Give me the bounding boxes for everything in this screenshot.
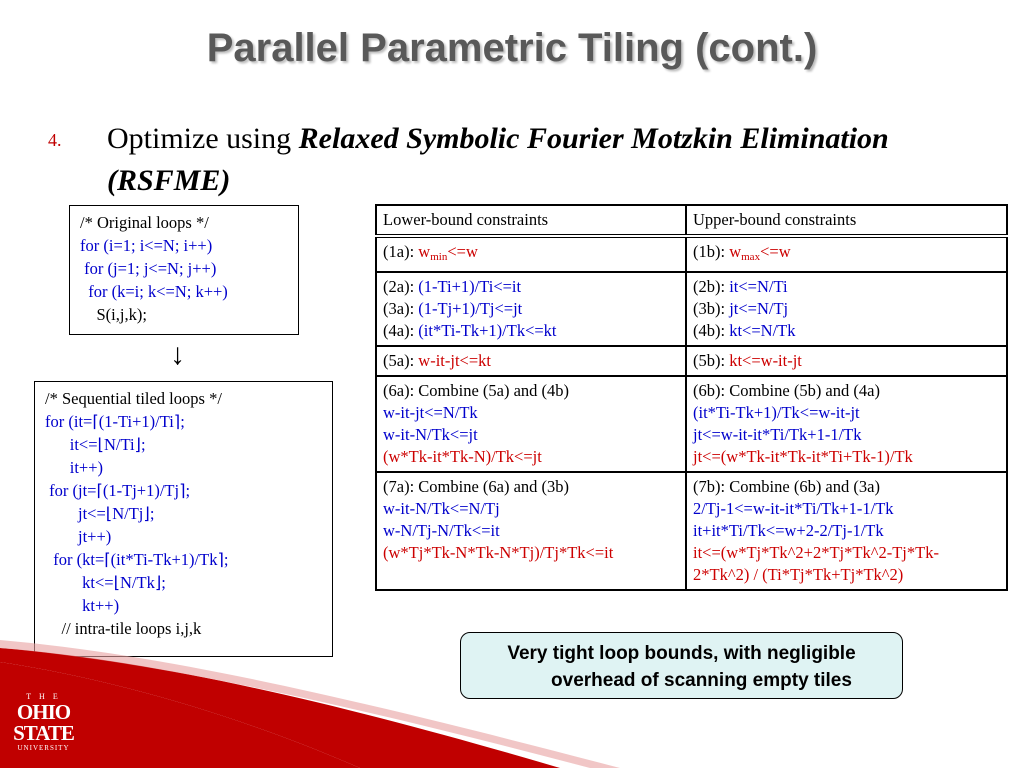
constraint-expr: (it*Ti-Tk+1)/Tk<=w-it-jt (693, 403, 860, 422)
original-loops-code-box (69, 205, 299, 335)
code-line: kt<=⌊N/Tk⌋; (45, 573, 166, 592)
constraint-expr: w-it-jt<=kt (418, 351, 491, 370)
code-line: kt++) (45, 596, 120, 615)
constraint-line (693, 298, 1000, 320)
constraint-cell-right (686, 376, 1007, 472)
constraint-expr: jt<=(w*Tk-it*Tk-it*Ti+Tk-1)/Tk (693, 447, 913, 466)
callout-line-1: Very tight loop bounds, with negligible (507, 643, 856, 664)
table-row (376, 272, 1007, 346)
code-line: /* Sequential tiled loops */ (45, 389, 222, 408)
constraint-line (693, 424, 1000, 446)
constraint-expr: w-it-N/Tk<=N/Tj (383, 499, 500, 518)
constraint-label: (4b): (693, 321, 730, 340)
constraint-line (693, 320, 1000, 342)
constraint-expr: kt<=w-it-jt (729, 351, 802, 370)
code-line: for (jt=⌈(1-Tj+1)/Tj⌉; (45, 481, 191, 500)
constraint-label: (2b): (693, 277, 730, 296)
constraint-label: (4a): (383, 321, 419, 340)
constraint-expr: (w*Tk-it*Tk-N)/Tk<=jt (383, 447, 542, 466)
expr-rest: <=w (760, 242, 791, 261)
header-lower-bound: Lower-bound constraints (376, 205, 686, 236)
constraint-line (693, 276, 1000, 298)
constraint-line (383, 424, 679, 446)
logo-the-text: T H E (26, 692, 61, 701)
logo-ohio-text: OHIO (16, 700, 71, 724)
constraint-label: (5b): (693, 351, 730, 370)
constraint-line (383, 476, 679, 498)
constraint-expr: (w*Tj*Tk-N*Tk-N*Tj)/Tj*Tk<=it (383, 543, 614, 562)
bullet-text (107, 118, 967, 202)
w-subscript: max (741, 251, 761, 263)
constraint-line (383, 542, 679, 564)
logo-university-text: UNIVERSITY (17, 744, 70, 752)
code-line: for (i=1; i<=N; i++) (80, 236, 213, 255)
constraint-expr: 2/Tj-1<=w-it-it*Ti/Tk+1-1/Tk (693, 499, 894, 518)
constraint-line (693, 520, 1000, 542)
constraint-cell-right (686, 272, 1007, 346)
constraint-label: (6b): Combine (5b) and (4a) (693, 381, 880, 400)
constraint-label: (1b): (693, 242, 730, 261)
decorative-swoosh (0, 600, 1024, 768)
constraint-line (383, 380, 679, 402)
code-line: for (k=i; k<=N; k++) (80, 282, 228, 301)
constraint-label: (3b): (693, 299, 730, 318)
constraint-expr: w-it-N/Tk<=jt (383, 425, 478, 444)
down-arrow-icon: ↓ (170, 338, 185, 371)
table-row (376, 236, 1007, 272)
constraint-label: (1a): (383, 242, 419, 261)
constraints-table (375, 204, 1008, 591)
constraint-line (383, 320, 679, 342)
constraint-expr (418, 242, 478, 261)
constraint-cell-left (376, 376, 686, 472)
constraint-line (693, 380, 1000, 402)
constraint-line (383, 520, 679, 542)
w-var: w (729, 242, 742, 261)
constraint-label: (5a): (383, 351, 419, 370)
expr-rest: <=w (447, 242, 478, 261)
constraint-line (693, 542, 1000, 564)
constraint-line (693, 476, 1000, 498)
code-line: for (kt=⌈(it*Ti-Tk+1)/Tk⌉; (45, 550, 229, 569)
constraint-expr: jt<=N/Tj (729, 299, 789, 318)
table-row (376, 346, 1007, 376)
constraint-line (383, 350, 679, 372)
constraint-expr: it+it*Ti/Tk<=w+2-2/Tj-1/Tk (693, 521, 884, 540)
constraint-cell-left (376, 272, 686, 346)
bullet-number: 4. (48, 130, 62, 150)
bullet-plain-text: Optimize using (107, 122, 299, 155)
w-var: w (418, 242, 431, 261)
table-row (376, 472, 1007, 590)
bullet-italic-text: Relaxed Symbolic Fourier Motzkin Elimination (RSFME) (107, 122, 889, 197)
constraint-line (383, 446, 679, 468)
constraint-expr: (1-Ti+1)/Ti<=it (418, 277, 522, 296)
constraint-line (693, 350, 1000, 372)
constraint-line (693, 402, 1000, 424)
code-line: S(i,j,k); (80, 305, 147, 324)
constraint-cell-left (376, 472, 686, 590)
table-row (376, 376, 1007, 472)
logo-state-text: STATE (13, 721, 74, 745)
constraint-expr: kt<=N/Tk (729, 321, 796, 340)
constraint-1a (376, 236, 686, 272)
code-line: /* Original loops */ (80, 213, 209, 232)
constraint-line (693, 446, 1000, 468)
constraint-line (693, 498, 1000, 520)
code-line: for (it=⌈(1-Ti+1)/Ti⌉; (45, 412, 185, 431)
constraint-cell-right (686, 472, 1007, 590)
constraint-1b (686, 236, 1007, 272)
table-header-row (376, 205, 1007, 236)
code-line: for (j=1; j<=N; j++) (80, 259, 217, 278)
constraint-expr (729, 242, 790, 261)
constraint-label: (6a): Combine (5a) and (4b) (383, 381, 570, 400)
code-line: jt<=⌊N/Tj⌋; (45, 504, 155, 523)
code-line: jt++) (45, 527, 112, 546)
constraint-line (383, 298, 679, 320)
constraint-expr: w-N/Tj-N/Tk<=it (383, 521, 500, 540)
constraint-line (383, 276, 679, 298)
constraint-expr: w-it-jt<=N/Tk (383, 403, 478, 422)
constraint-label: (2a): (383, 277, 419, 296)
slide-title: Parallel Parametric Tiling (cont.) (206, 26, 818, 70)
callout-line-2: overhead of scanning empty tiles (551, 670, 852, 691)
constraint-label: (3a): (383, 299, 419, 318)
constraint-cell-right (686, 346, 1007, 376)
header-upper-bound: Upper-bound constraints (686, 205, 1007, 236)
constraint-line (693, 564, 1000, 586)
constraint-label: (7a): Combine (6a) and (3b) (383, 477, 570, 496)
code-line: it++) (45, 458, 104, 477)
constraint-label: (7b): Combine (6b) and (3a) (693, 477, 880, 496)
constraint-cell-left (376, 346, 686, 376)
ohio-state-logo (5, 688, 82, 760)
constraint-expr: it<=(w*Tj*Tk^2+2*Tj*Tk^2-Tj*Tk- (693, 543, 939, 562)
constraint-expr: 2*Tk^2) / (Ti*Tj*Tk+Tj*Tk^2) (693, 565, 904, 584)
constraint-line (383, 498, 679, 520)
w-subscript: min (430, 251, 448, 263)
code-line: // intra-tile loops i,j,k (45, 619, 202, 638)
constraint-expr: jt<=w-it-it*Ti/Tk+1-1/Tk (693, 425, 862, 444)
constraint-expr: (it*Ti-Tk+1)/Tk<=kt (418, 321, 557, 340)
code-line: it<=⌊N/Ti⌋; (45, 435, 146, 454)
constraint-expr: it<=N/Ti (729, 277, 788, 296)
constraint-expr: (1-Tj+1)/Tj<=jt (418, 299, 523, 318)
constraint-line (383, 402, 679, 424)
